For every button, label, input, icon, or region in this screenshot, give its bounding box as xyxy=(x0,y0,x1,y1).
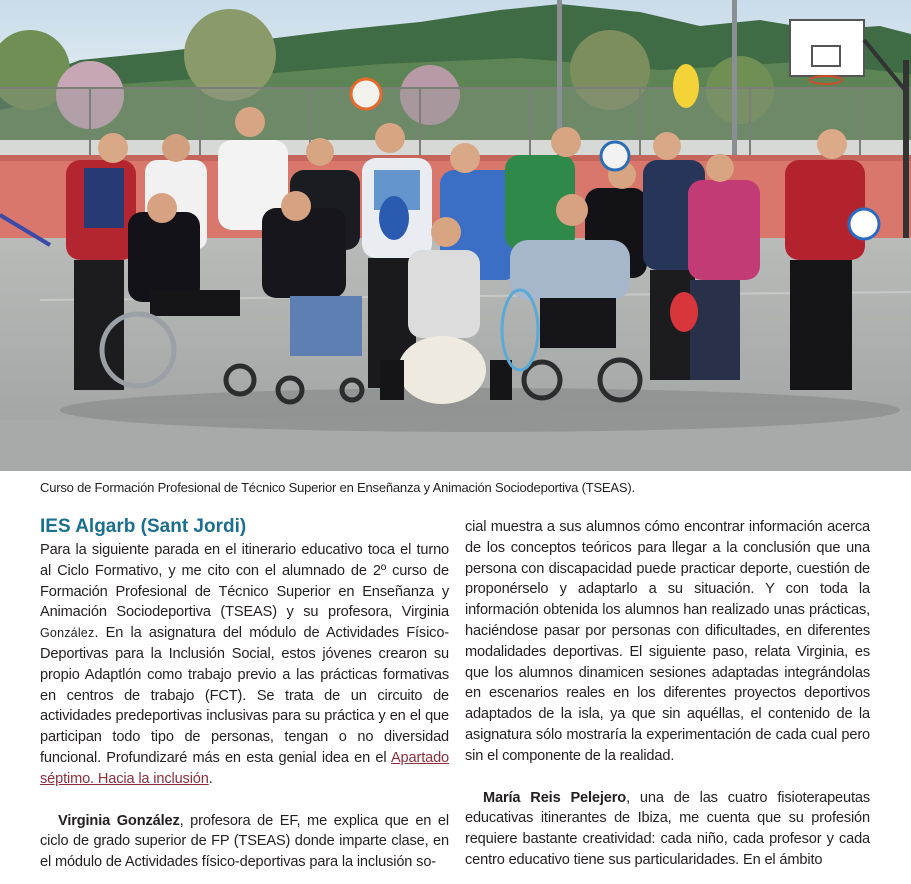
paragraph-2-text: , profesora de EF, me explica que en el ciclo de grado superior de FP (TSEAS) donde imparte clase, en el módulo de Actividades físico-deportivas para la inclusión so- xyxy=(40,812,449,871)
teacher-surname: González xyxy=(40,626,95,641)
apartado-link[interactable]: Apartado séptimo. Hacia la inclusión xyxy=(40,749,449,787)
paragraph-2 xyxy=(40,811,449,873)
left-column xyxy=(40,515,449,873)
section-heading: IES Algarb (Sant Jordi) xyxy=(40,516,247,537)
paragraph-1-end: . xyxy=(208,770,213,787)
paragraph-1-text-a: Para la siguiente parada en el itinerario educativo toca el turno al Ciclo Formativo, y me cito con el alumnado de 2º curso de Formación Profesional de Técnico Superior en Enseñanza y Animación Sociodeportiva (TSEAS) y su profesora, Virginia xyxy=(40,542,449,621)
teacher-name: Virginia González xyxy=(58,812,180,829)
photo-caption: Curso de Formación Profesional de Técnico Superior en Enseñanza y Animación Sociodeportiva (TSEAS). xyxy=(40,480,635,495)
paragraph-1-text-b: . En la asignatura del módulo de Actividades Físico-Deportivas para la Inclusión Social, estos jóvenes crearon su propio Adaptlón como trabajo previo a las prácticas formativas en centros de trabajo (FCT). Se trata de un circuito de actividades predeportivas inclusivas para su práctica y en el que participan todo tipo de personas, tengan o no diversidad funcional. Profundizaré más en esta genial idea en el xyxy=(40,625,449,766)
paragraph-4 xyxy=(465,788,870,871)
paragraph-1 xyxy=(40,540,449,790)
paragraph-3: cial muestra a sus alumnos cómo encontrar información acerca de los conceptos teóricos para llegar a la conclusión que una persona con discapacidad puede practicar deporte, cuestión de proponérselo y adaptarlo a su situación. Y con toda la información obtenida los alumnos han realizado unas prácticas, haciéndose pasar por personas con dificultades, en diferentes modalidades deportivas. El siguiente paso, relata Virginia, es que los alumnos dinamicen sesiones adaptadas integrándolas en escenarios reales en los diferentes proyectos deportivos adaptados de la isla, ya que sin aquéllas, el contenido de la asignatura sólo mostraría la experimentación de cada cual pero sin el componente de la realidad. xyxy=(465,519,870,764)
right-column xyxy=(465,517,870,871)
physio-name: María Reis Pelejero xyxy=(483,789,627,806)
paragraph-4-text: , una de las cuatro fisioterapeutas educativas itinerantes de Ibiza, me cuenta que su profesión requiere bastante creatividad: cada niño, cada profesor y cada centro educativo tiene sus particularidades. En el ámbito xyxy=(465,789,870,868)
